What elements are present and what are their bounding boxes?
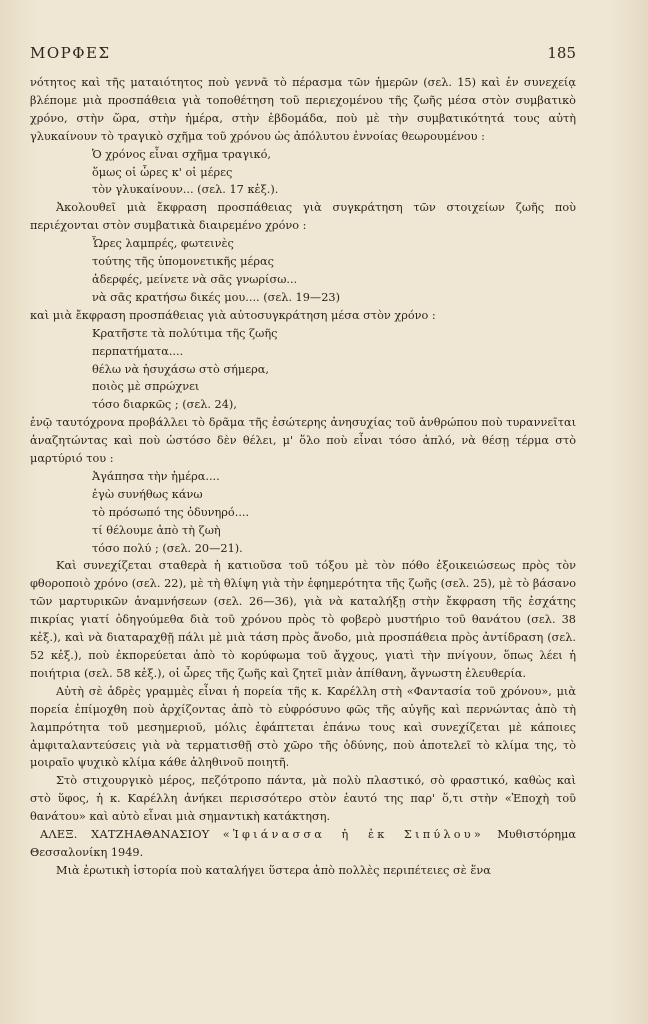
- paragraph-6: Αὐτὴ σὲ ἁδρὲς γραμμὲς εἶναι ἡ πορεία τῆς κ. Καρέλλη στὴ «Φαντασία τοῦ χρόνου», μιὰ πορεία ἐπίμοχθη ποὺ ἀρχίζοντας ἀπὸ τὸ εὐφρόσυνο φῶς τῆς αὐγῆς καὶ περνώντας ἀπὸ τὴ λαμπρότητα τοῦ μεσημεριοῦ, μόλις ἐφάπτεται ἐπάνω τους καὶ συνεχίζεται μὲ κάποιες ἀμφιταλαντεύσεις γιὰ νὰ τερματισθῇ στὸ χῶρο τῆς ὀδύνης, ποὺ ἀποτελεῖ τὸ κλίμα της, τὸ μοιραῖο ψυχικὸ κλίμα κάθε ἀληθινοῦ ποιητῆ.: [30, 684, 576, 770]
- verse-line: τόσο διαρκῶς ; (σελ. 24),: [92, 398, 237, 412]
- verse-line: τὸν γλυκαίνουν... (σελ. 17 κἑξ.).: [92, 183, 279, 197]
- verse-quote-4: [30, 468, 576, 558]
- verse-line: Ἀγάπησα τὴν ἡμέρα....: [92, 469, 220, 483]
- verse-line: ἐγὼ συνήθως κάνω: [92, 487, 203, 501]
- review-book-description: Μυθιστόρημα Θεσσαλονίκη 1949.: [30, 828, 576, 859]
- verse-line: τούτης τῆς ὑπομονετικῆς μέρας: [92, 255, 274, 269]
- paragraph-1: νότητος καὶ τῆς ματαιότητος ποὺ γεννᾶ τὸ πέρασμα τῶν ἡμερῶν (σελ. 15) καὶ ἐν συνεχείᾳ βλέπομε μιὰ προσπάθεια γιὰ τοποθέτηση τοῦ περιεχομένου τῆς ζωῆς μέσα στὸν συμβατικὸ χρόνο, στὴν ὥρα, στὴν ἡμέρα, στὴν ἑβδομάδα, ποὺ μὲ τὴν συμβατικότητά τους αὐτὴ γλυκαίνουν τὸ τραγικὸ σχῆμα τοῦ χρόνου ὡς ἀπόλυτου ἐννοίας θεωρουμένου :: [30, 76, 576, 143]
- verse-line: τὸ πρόσωπό της ὀδυνηρό....: [92, 505, 250, 519]
- paragraph-8: Μιὰ ἐρωτικὴ ἱστορία ποὺ καταλήγει ὕστερα ἀπὸ πολλὲς περιπέτειες σὲ ἕνα: [56, 863, 491, 877]
- verse-line: τόσο πολύ ; (σελ. 20—21).: [92, 541, 243, 555]
- verse-line: θέλω νὰ ἡσυχάσω στὸ σήμερα,: [92, 362, 269, 376]
- verse-line: ποιὸς μὲ σπρώχνει: [92, 380, 200, 394]
- paragraph-5: Καὶ συνεχίζεται σταθερὰ ἡ κατιοῦσα τοῦ τόξου μὲ τὸν πόθο ἐξοικειώσεως πρὸς τὸν φθοροποιὸ χρόνο (σελ. 22), μὲ τὴ θλίψη γιὰ τὴν ἐφημερότητα τῆς ζωῆς (σελ. 25), μὲ τὸ βάσανο τῶν μαρτυρικῶν ἀναμνήσεων (σελ. 26—36), γιὰ νὰ καταλήξῃ στὴν ἔκφραση τῆς ἐσχάτης πικρίας γιατί ὁδηγούμεθα διὰ τοῦ χρόνου πρὸς τὸ φοβερὸ μυστήριο τοῦ θανάτου (σελ. 38 κἑξ.), καὶ νὰ διαταραχθῇ πάλι μὲ μιὰ τάση πρὸς ἄνοδο, μιὰ προσπάθεια πρὸς ἀντίδραση (σελ. 52 κἑξ.), ποὺ ἐκπορεύεται ἀπὸ τὸ κορύφωμα τοῦ ἄγχους, γιατὶ τὴν πνίγουν, ὅπως λέει ἡ ποιήτρια (σελ. 58 κἑξ.), οἱ ὧρες τῆς ζωῆς καὶ ζητεῖ μιὰν ἀπίθανη, ἄγνωστη ἐλευθερία.: [30, 559, 576, 680]
- paragraph-3: καὶ μιὰ ἔκφραση προσπάθειας γιὰ αὐτοσυγκράτηση μέσα στὸν χρόνο :: [30, 308, 436, 322]
- verse-line: νὰ σᾶς κρατήσω δικές μου.... (σελ. 19—23): [92, 290, 341, 304]
- paragraph-2: Ἀκολουθεῖ μιὰ ἔκφραση προσπάθειας γιὰ συγκράτηση τῶν στοιχείων ζωῆς ποὺ περιέχονται στὸν συμβατικὰ διαιρεμένο χρόνο :: [30, 201, 576, 233]
- review-heading: [30, 826, 576, 862]
- verse-line: Ὁ χρόνος εἶναι σχῆμα τραγικό,: [92, 147, 272, 161]
- verse-line: περπατήματα....: [92, 344, 184, 358]
- page-header: [30, 44, 576, 66]
- page-body: [30, 74, 576, 880]
- verse-quote-2: [30, 235, 576, 307]
- review-book-title: «Ἰφιάνασσα ἡ ἐκ Σιπύλου»: [222, 828, 484, 842]
- verse-line: Ὧρες λαμπρές, φωτεινὲς: [92, 237, 234, 251]
- page-number: 185: [547, 44, 576, 62]
- verse-line: τί θέλουμε ἀπὸ τὴ ζωὴ: [92, 523, 221, 537]
- verse-line: ἀδερφές, μείνετε νὰ σᾶς γνωρίσω...: [92, 272, 298, 286]
- verse-quote-1: [30, 146, 576, 200]
- review-author: ΑΛΕΞ. ΧΑΤΖΗΑΘΑΝΑΣΙΟΥ: [40, 828, 210, 842]
- running-head: ΜΟΡΦΕΣ: [30, 44, 111, 62]
- verse-line: ὅμως οἱ ὧρες κ' οἱ μέρες: [92, 165, 233, 179]
- verse-quote-3: [30, 325, 576, 415]
- paragraph-4: ἐνῷ ταυτόχρονα προβάλλει τὸ δρᾶμα τῆς ἐσώτερης ἀνησυχίας τοῦ ἀνθρώπου ποὺ τυραννεῖται ἀναζητώντας καὶ ποὺ ὡστόσο δὲν θέλει, μ' ὅλο ποὺ εἶναι τόσο ἁπλό, νὰ θέσῃ τέρμα στὸ μαρτύριό του :: [30, 416, 576, 466]
- verse-line: Κρατῆστε τὰ πολύτιμα τῆς ζωῆς: [92, 326, 278, 340]
- paragraph-7: Στὸ στιχουργικὸ μέρος, πεζότροπο πάντα, μὰ πολὺ πλαστικό, σὸ φραστικό, καθὼς καὶ στὸ ὕφος, ἡ κ. Καρέλλη ἀνήκει περισσότερο στὸν ἑαυτό της παρ' ὅ,τι στὴν «Ἐποχὴ τοῦ θανάτου» καὶ αὐτὸ εἶναι μιὰ σημαντικὴ κατάκτηση.: [30, 774, 576, 824]
